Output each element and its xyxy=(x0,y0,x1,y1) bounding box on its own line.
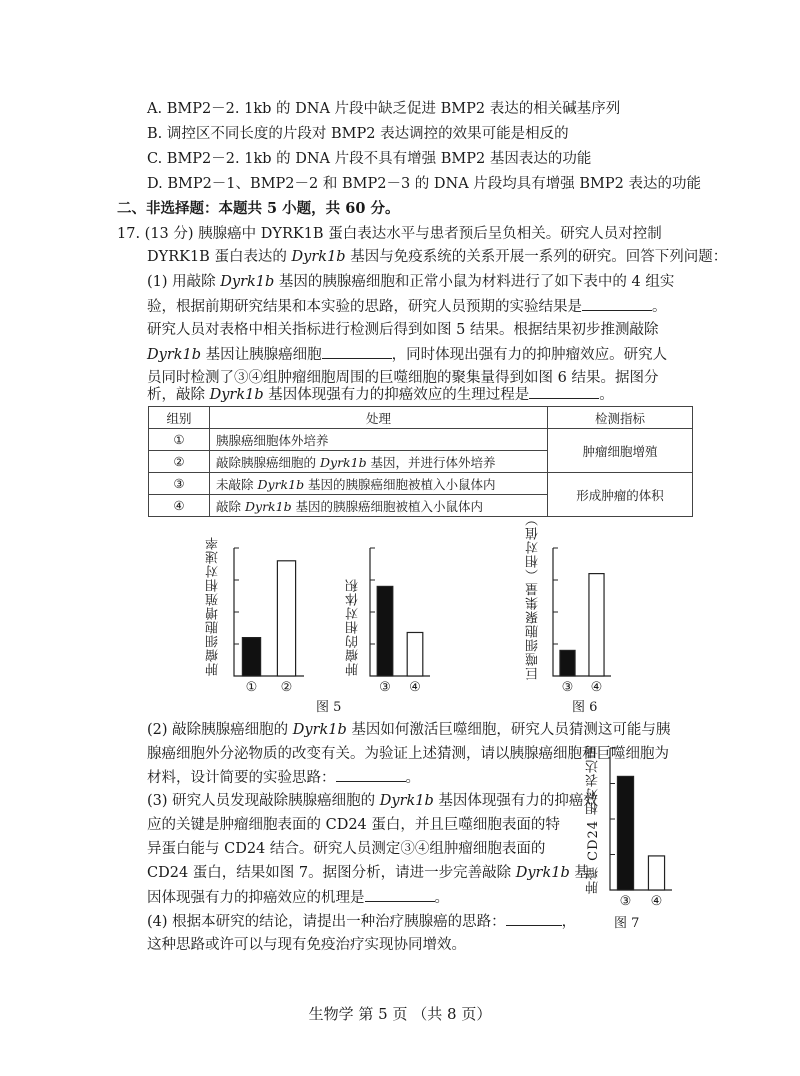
table-header-indicator: 检测指标 xyxy=(548,407,693,429)
answer-blank xyxy=(529,384,599,399)
x-tick-label: ④ xyxy=(590,680,603,695)
q17-p3-line-5: 因体现强有力的抑癌效应的机理是 。 xyxy=(147,887,449,908)
answer-blank xyxy=(322,344,392,359)
x-tick-label: ④ xyxy=(650,894,663,909)
answer-blank xyxy=(582,296,652,311)
q17-p3-line-1: (3) 研究人员发现敲除胰腺癌细胞的 Dyrk1b 基因体现强有力的抑癌效 xyxy=(147,793,598,809)
table-row: ② 敲除胰腺癌细胞的 Dyrk1b 基因，并进行体外培养 xyxy=(149,451,693,473)
bar-2 xyxy=(277,561,295,676)
table-row: ③ 未敲除 Dyrk1b 基因的胰腺癌细胞被植入小鼠体内 形成肿瘤的体积 xyxy=(149,473,693,495)
q17-p1-line-4: Dyrk1b 基因让胰腺癌细胞 ，同时体现出强有力的抑肿瘤效应。研究人 xyxy=(147,344,667,365)
q17-p3-line-4: CD24 蛋白，结果如图 7。据图分析，请进一步完善敲除 Dyrk1b 基 xyxy=(147,865,589,881)
bar-1 xyxy=(377,586,393,676)
q17-p1-line-1: (1) 用敲除 Dyrk1b 基因的胰腺癌细胞和正常小鼠为材料进行了如下表中的 4 组实 xyxy=(147,274,675,290)
table-header-treatment: 处理 xyxy=(210,407,548,429)
option-c: C. BMP2－2. 1kb 的 DNA 片段不具有增强 BMP2 基因表达的功能 xyxy=(147,151,592,167)
page-footer: 生物学 第 5 页 （共 8 页） xyxy=(308,1005,492,1023)
chart-ylabel: 巨噬细胞聚集量（相对值） xyxy=(526,512,541,680)
chart-ylabel: 肿瘤细胞增殖相对速率 xyxy=(206,536,221,676)
chart-ylabel: 肿瘤 CD24 相对表达量 xyxy=(586,744,601,894)
bar-1 xyxy=(560,650,575,676)
chart-svg xyxy=(370,548,430,676)
x-tick-label: ③ xyxy=(379,680,391,695)
option-b: B. 调控区不同长度的片段对 BMP2 表达调控的效果可能是相反的 xyxy=(147,126,569,142)
q17-p2-line-1: (2) 敲除胰腺癌细胞的 Dyrk1b 基因如何激活巨噬细胞，研究人员猜测这可能与胰 xyxy=(147,722,671,738)
table-row: ① 胰腺癌细胞体外培养 肿瘤细胞增殖 xyxy=(149,429,693,451)
chart-svg xyxy=(234,548,304,676)
bar-1 xyxy=(617,776,633,890)
chart-svg xyxy=(553,548,611,676)
table-row: ④ 敲除 Dyrk1b 基因的胰腺癌细胞被植入小鼠体内 xyxy=(149,495,693,517)
chart-fig5-left xyxy=(234,548,304,676)
x-tick-label: ③ xyxy=(619,894,632,909)
figure-caption: 图 5 xyxy=(316,700,342,715)
x-tick-label: ③ xyxy=(561,680,574,695)
q17-line-2: DYRK1B 蛋白表达的 Dyrk1b 基因与免疫系统的关系开展一系列的研究。回答下列问题： xyxy=(147,249,728,265)
q17-p2-line-3: 材料，设计简要的实验思路： 。 xyxy=(147,767,420,788)
bar-1 xyxy=(242,638,260,676)
q17-p2-line-2: 腺癌细胞外分泌物质的改变有关。为验证上述猜测，请以胰腺癌细胞和巨噬细胞为 xyxy=(147,746,669,762)
q17-p1-line-6: 析，敲除 Dyrk1b 基因体现强有力的抑癌效应的生理过程是 。 xyxy=(147,384,614,405)
answer-blank xyxy=(506,911,562,926)
q17-p1-line-5: 员同时检测了③④组肿瘤细胞周围的巨噬细胞的聚集量得到如图 6 结果。据图分 xyxy=(147,370,659,386)
experiment-table xyxy=(148,406,693,517)
q17-line-1: 17. (13 分) 胰腺癌中 DYRK1B 蛋白表达水平与患者预后呈负相关。研究人员对控制 xyxy=(117,226,662,242)
answer-blank xyxy=(336,767,406,782)
chart-fig6 xyxy=(553,548,611,676)
x-tick-label: ① xyxy=(245,680,258,695)
q17-p3-line-2: 应的关键是肿瘤细胞表面的 CD24 蛋白，并且巨噬细胞表面的特 xyxy=(147,817,560,833)
chart-svg xyxy=(610,748,672,890)
section-title: 二、非选择题：本题共 5 小题，共 60 分。 xyxy=(117,200,400,217)
x-tick-label: ④ xyxy=(409,680,421,695)
x-tick-label: ② xyxy=(280,680,293,695)
q17-p4-line-1: (4) 根据本研究的结论，请提出一种治疗胰腺癌的思路： ， xyxy=(147,911,576,932)
bar-2 xyxy=(589,574,604,676)
q17-p1-line-3: 研究人员对表格中相关指标进行检测后得到如图 5 结果。根据结果初步推测敲除 xyxy=(147,322,659,338)
chart-ylabel: 肿瘤的相对体积 xyxy=(346,578,361,676)
bar-2 xyxy=(648,856,664,890)
indicator-cell: 肿瘤细胞增殖 xyxy=(548,429,693,473)
chart-fig7 xyxy=(610,748,672,890)
bar-2 xyxy=(407,632,423,676)
figure-caption: 图 6 xyxy=(572,700,598,715)
q17-p4-line-2: 这种思路或许可以与现有免疫治疗实现协同增效。 xyxy=(147,937,466,953)
q17-p1-line-2: 验，根据前期研究结果和本实验的思路，研究人员预期的实验结果是 。 xyxy=(147,296,667,317)
figure-caption: 图 7 xyxy=(614,916,640,931)
table-header-group: 组别 xyxy=(149,407,210,429)
gene-name: Dyrk1b xyxy=(291,249,346,265)
chart-fig5-right xyxy=(370,548,430,676)
option-d: D. BMP2－1、BMP2－2 和 BMP2－3 的 DNA 片段均具有增强 BMP2 表达的功能 xyxy=(147,176,701,192)
answer-blank xyxy=(365,887,435,902)
q17-p3-line-3: 异蛋白能与 CD24 结合。研究人员测定③④组肿瘤细胞表面的 xyxy=(147,841,546,857)
indicator-cell: 形成肿瘤的体积 xyxy=(548,473,693,517)
option-a: A. BMP2－2. 1kb 的 DNA 片段中缺乏促进 BMP2 表达的相关碱基序列 xyxy=(147,101,621,117)
